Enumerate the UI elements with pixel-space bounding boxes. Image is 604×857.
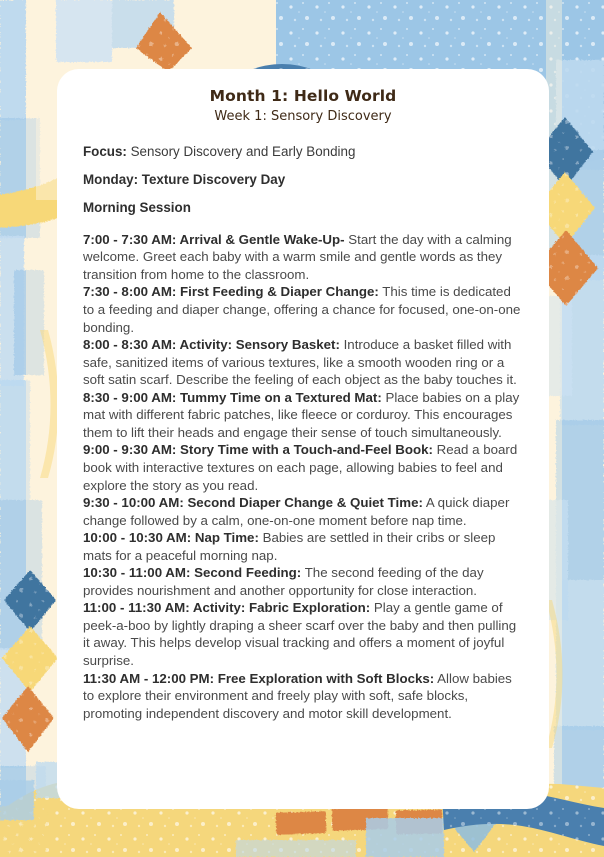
schedule-item-description: Read a board book with interactive textures on each page, allowing babies to feel and explore the story as you read. — [83, 442, 518, 493]
schedule-item — [83, 599, 523, 669]
schedule-item-description: This time is dedicated to a feeding and diaper change, offering a chance for focused, one-on-one bonding. — [83, 284, 521, 335]
schedule-list — [83, 231, 523, 722]
schedule-item — [83, 670, 523, 723]
focus-line — [83, 143, 523, 161]
schedule-item-time-title: 11:00 - 11:30 AM: Activity: Fabric Exploration: — [83, 600, 371, 616]
schedule-item — [83, 336, 523, 389]
focus-value: Sensory Discovery and Early Bonding — [126, 143, 356, 159]
schedule-item-description: Introduce a basket filled with safe, sanitized items of various textures, like a smooth wooden ring or a soft satin scarf. Describe the feeling of each object as the baby touches it. — [83, 337, 517, 388]
schedule-item-description: Babies are settled in their cribs or sleep mats for a peaceful morning nap. — [83, 530, 496, 563]
schedule-item-time-title: 9:30 - 10:00 AM: Second Diaper Change & Quiet Time: — [83, 495, 423, 511]
content-card — [57, 69, 549, 809]
schedule-item — [83, 564, 523, 599]
schedule-item-time-title: 9:00 - 9:30 AM: Story Time with a Touch-and-Feel Book: — [83, 442, 433, 458]
schedule-item-description: Place babies on a play mat with different fabric patches, like fleece or corduroy. This encourages them to lift their heads and engage their sense of touch simultaneously. — [83, 389, 520, 440]
schedule-item-description: Play a gentle game of peek-a-boo by lightly draping a sheer scarf over the baby and then pulling it away. This helps develop visual tracking and offers a moment of joyful surprise. — [83, 600, 517, 668]
schedule-item — [83, 283, 523, 336]
schedule-item-time-title: 8:00 - 8:30 AM: Activity: Sensory Basket: — [83, 337, 340, 353]
page-title: Month 1: Hello World — [209, 87, 397, 105]
schedule-item — [83, 441, 523, 494]
schedule-item — [83, 494, 523, 529]
schedule-item-description: A quick diaper change followed by a calm, one-on-one moment before nap time. — [83, 495, 510, 528]
day-value: Texture Discovery Day — [138, 171, 286, 187]
schedule-item-time-title: 7:00 - 7:30 AM: Arrival & Gentle Wake-Up- — [83, 231, 345, 247]
schedule-item-time-title: 10:00 - 10:30 AM: Nap Time: — [83, 530, 259, 546]
day-label: Monday: — [83, 171, 139, 187]
schedule-item-time-title: 11:30 AM - 12:00 PM: Free Exploration with Soft Blocks: — [83, 670, 435, 686]
schedule-item — [83, 389, 523, 442]
schedule-item-description: Allow babies to explore their environment and freely play with soft, safe blocks, promoting independent discovery and motor skill development. — [83, 670, 512, 721]
title-block — [83, 87, 523, 127]
schedule-item — [83, 231, 523, 284]
session-heading: Morning Session — [83, 199, 191, 215]
schedule-item-time-title: 8:30 - 9:00 AM: Tummy Time on a Textured Mat: — [83, 389, 382, 405]
focus-label: Focus: — [83, 143, 127, 159]
schedule-item-description: The second feeding of the day provides nourishment and another opportunity for close interaction. — [83, 565, 484, 598]
page-subtitle: Week 1: Sensory Discovery — [214, 109, 392, 125]
schedule-item-description: Start the day with a calming welcome. Greet each baby with a warm smile and gentle words as they transition from home to the classroom. — [83, 231, 512, 282]
schedule-item — [83, 529, 523, 564]
schedule-item-time-title: 7:30 - 8:00 AM: First Feeding & Diaper Change: — [83, 284, 379, 300]
day-line — [83, 171, 523, 189]
schedule-item-time-title: 10:30 - 11:00 AM: Second Feeding: — [83, 565, 302, 581]
